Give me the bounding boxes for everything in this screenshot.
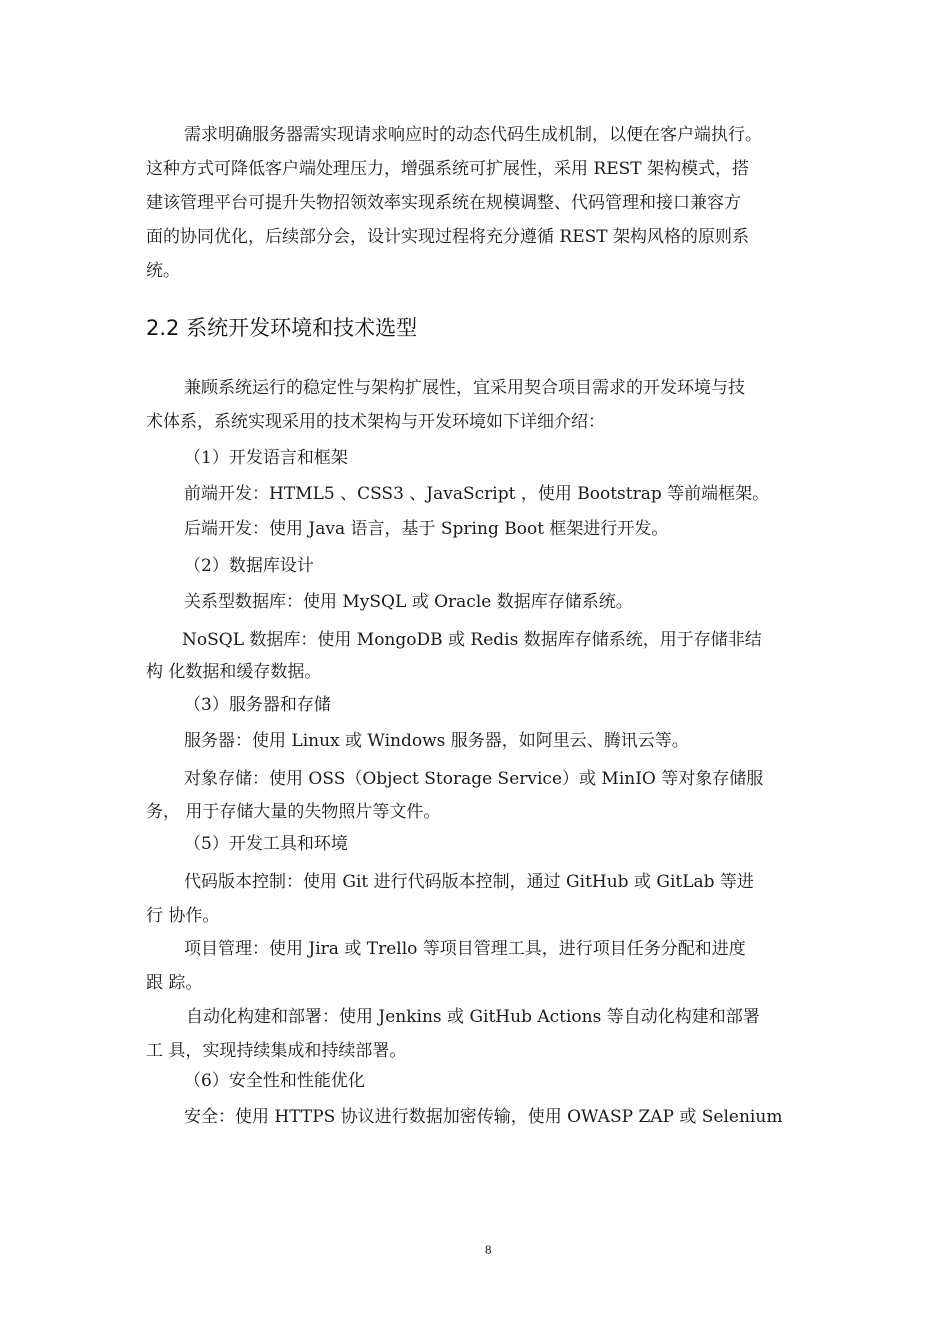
- item-object-storage-line-1: 对象存储：使用 OSS（Object Storage Service）或 MinIO 等对象存储服: [184, 769, 764, 789]
- item-server: 服务器：使用 Linux 或 Windows 服务器，如阿里云、腾讯云等。: [184, 731, 689, 751]
- subheading-dev-tools: （5）开发工具和环境: [184, 834, 348, 854]
- item-nosql-line-1: NoSQL 数据库：使用 MongoDB 或 Redis 数据库存储系统，用于存储非结: [182, 630, 762, 650]
- item-vcs-line-1: 代码版本控制：使用 Git 进行代码版本控制，通过 GitHub 或 GitLab 等进: [184, 872, 754, 892]
- item-pm-line-1: 项目管理：使用 Jira 或 Trello 等项目管理工具，进行项目任务分配和进度: [184, 939, 746, 959]
- intro-line-1: 需求明确服务器需实现请求响应时的动态代码生成机制，以便在客户端执行。: [184, 125, 762, 145]
- subheading-language-framework: （1）开发语言和框架: [184, 448, 348, 468]
- intro-line-3: 建该管理平台可提升失物招领效率实现系统在规模调整、代码管理和接口兼容方: [146, 193, 741, 213]
- item-object-storage-line-2: 务， 用于存储大量的失物照片等文件。: [146, 802, 441, 822]
- item-nosql-line-2: 构 化数据和缓存数据。: [146, 662, 322, 682]
- subheading-server-storage: （3）服务器和存储: [184, 695, 331, 715]
- item-relational-db: 关系型数据库：使用 MySQL 或 Oracle 数据库存储系统。: [184, 592, 633, 612]
- page-number: 8: [485, 1242, 492, 1257]
- item-ci-line-1: 自动化构建和部署：使用 Jenkins 或 GitHub Actions 等自动化构建和部署: [186, 1007, 760, 1027]
- item-vcs-line-2: 行 协作。: [146, 906, 220, 926]
- item-ci-line-2: 工 具，实现持续集成和持续部署。: [146, 1041, 407, 1061]
- intro-line-5: 统。: [146, 261, 180, 281]
- subheading-database: （2）数据库设计: [184, 556, 314, 576]
- item-frontend: 前端开发：HTML5 、CSS3 、JavaScript ，使用 Bootstrap 等前端框架。: [184, 484, 770, 504]
- section-intro-line-1: 兼顾系统运行的稳定性与架构扩展性，宜采用契合项目需求的开发环境与技: [184, 378, 745, 398]
- subheading-security-performance: （6）安全性和性能优化: [184, 1071, 365, 1091]
- item-backend: 后端开发：使用 Java 语言，基于 Spring Boot 框架进行开发。: [184, 519, 669, 539]
- section-heading: 2.2 系统开发环境和技术选型: [146, 316, 418, 340]
- item-pm-line-2: 跟 踪。: [146, 973, 203, 993]
- intro-line-2: 这种方式可降低客户端处理压力，增强系统可扩展性，采用 REST 架构模式，搭: [146, 159, 750, 179]
- intro-line-4: 面的协同优化，后续部分会，设计实现过程将充分遵循 REST 架构风格的原则系: [146, 227, 750, 247]
- item-security: 安全：使用 HTTPS 协议进行数据加密传输，使用 OWASP ZAP 或 Selenium: [184, 1107, 783, 1127]
- section-intro-line-2: 术体系，系统实现采用的技术架构与开发环境如下详细介绍：: [146, 412, 605, 432]
